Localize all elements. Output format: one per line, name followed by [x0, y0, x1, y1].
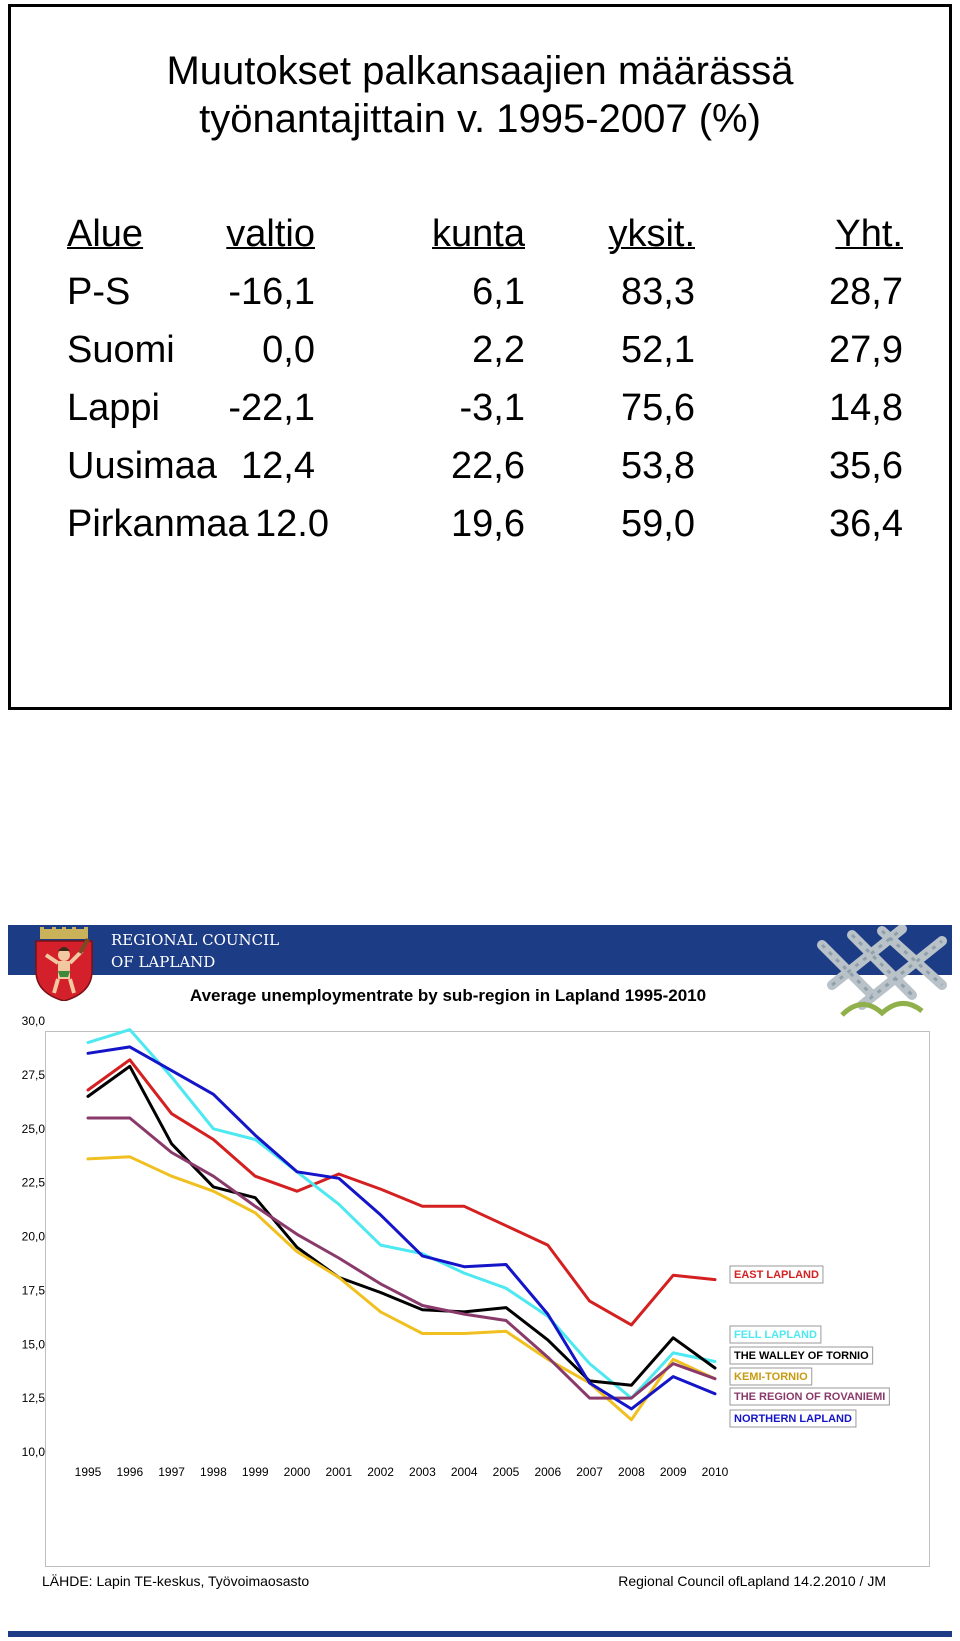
x-tick-label: 2005 — [492, 1465, 520, 1479]
x-tick-label: 1999 — [241, 1465, 269, 1479]
y-axis — [22, 1014, 46, 1459]
cell-valtio: 12,4 — [241, 445, 315, 487]
header-valtio: valtio — [226, 213, 315, 255]
series-line-northern-lapland — [88, 1047, 715, 1409]
y-tick-label: 10,0 — [21, 1445, 45, 1459]
table-row — [11, 271, 949, 321]
table-header-row — [11, 213, 949, 263]
y-tick-label: 20,0 — [21, 1229, 45, 1244]
cell-region: Lappi — [67, 387, 160, 429]
cell-valtio: 12.0 — [255, 503, 329, 545]
legend-label: KEMI-TORNIO — [734, 1371, 808, 1383]
cell-yksit: 75,6 — [621, 387, 695, 429]
legend — [730, 1266, 889, 1427]
source-note: LÄHDE: Lapin TE-keskus, Työvoimaosasto — [42, 1573, 310, 1589]
x-tick-label: 2008 — [618, 1465, 645, 1479]
legend-label: THE WALLEY OF TORNIO — [734, 1350, 869, 1362]
table-row — [11, 387, 949, 437]
slide-chart — [8, 925, 952, 1637]
y-tick-label: 22,5 — [21, 1175, 45, 1190]
cell-yht: 27,9 — [829, 329, 903, 371]
cell-region: Suomi — [67, 329, 175, 371]
y-tick-label: 30,0 — [21, 1014, 45, 1028]
series-line-east-lapland — [88, 1060, 715, 1325]
legend-label: EAST LAPLAND — [734, 1269, 819, 1281]
y-tick-label: 15,0 — [21, 1337, 45, 1352]
banner-title-line2: OF LAPLAND — [111, 953, 216, 971]
x-tick-label: 1996 — [116, 1465, 144, 1479]
table-row — [11, 445, 949, 495]
table-row — [11, 329, 949, 379]
legend-label: NORTHERN LAPLAND — [734, 1413, 852, 1425]
cell-yht: 14,8 — [829, 387, 903, 429]
cell-region: Pirkanmaa — [67, 503, 249, 545]
banner-title-line1: REGIONAL COUNCIL — [111, 931, 280, 949]
x-tick-label: 2006 — [534, 1465, 562, 1479]
x-tick-label: 1995 — [74, 1465, 102, 1479]
legend-label: THE REGION OF ROVANIEMI — [734, 1391, 886, 1403]
x-tick-label: 2001 — [325, 1465, 353, 1479]
x-tick-label: 1997 — [158, 1465, 185, 1479]
credit-note: Regional Council ofLapland 14.2.2010 / JM — [618, 1573, 886, 1589]
chart-title: Average unemploymentrate by sub-region in Lapland 1995-2010 — [189, 986, 707, 1005]
table-row — [11, 503, 949, 553]
y-tick-label: 25,0 — [21, 1121, 45, 1136]
cell-kunta: 2,2 — [472, 329, 525, 371]
x-tick-label: 1998 — [200, 1465, 227, 1479]
y-tick-label: 27,5 — [21, 1067, 45, 1082]
legend-label: FELL LAPLAND — [734, 1329, 817, 1341]
y-tick-label: 17,5 — [21, 1283, 45, 1298]
line-chart — [8, 925, 952, 1637]
cell-yksit: 52,1 — [621, 329, 695, 371]
series-layer — [88, 1030, 715, 1420]
x-tick-label: 2002 — [367, 1465, 394, 1479]
x-tick-label: 2010 — [701, 1465, 729, 1479]
cell-kunta: -3,1 — [459, 387, 525, 429]
header-kunta: kunta — [432, 213, 525, 255]
cell-region: P-S — [67, 271, 131, 313]
cell-valtio: -16,1 — [228, 271, 315, 313]
x-tick-label: 2009 — [659, 1465, 687, 1479]
footer-bar — [8, 1631, 952, 1637]
slide-table — [8, 4, 952, 710]
cell-valtio: -22,1 — [228, 387, 315, 429]
header-alue: Alue — [67, 213, 144, 255]
cell-yht: 36,4 — [829, 503, 903, 545]
cell-kunta: 22,6 — [451, 445, 525, 487]
cell-kunta: 19,6 — [451, 503, 525, 545]
series-line-the-region-of-rovaniemi — [88, 1118, 715, 1398]
cell-region: Uusimaa — [67, 445, 217, 487]
y-tick-label: 12,5 — [21, 1391, 45, 1406]
x-tick-label: 2003 — [409, 1465, 436, 1479]
header-yksit: yksit. — [608, 213, 695, 255]
x-axis — [75, 1465, 729, 1479]
x-tick-label: 2004 — [450, 1465, 478, 1479]
cell-valtio: 0,0 — [262, 329, 315, 371]
slide-title-line2: työnantajittain v. 1995-2007 (%) — [199, 97, 761, 141]
header-yht: Yht. — [835, 213, 903, 255]
cell-yksit: 53,8 — [621, 445, 695, 487]
slide-title-line1: Muutokset palkansaajien määrässä — [166, 49, 794, 93]
x-tick-label: 2000 — [283, 1465, 311, 1479]
series-line-fell-lapland — [88, 1030, 715, 1399]
x-tick-label: 2007 — [576, 1465, 603, 1479]
series-line-the-walley-of-tornio — [88, 1066, 715, 1385]
cell-yksit: 59,0 — [621, 503, 695, 545]
cell-yht: 35,6 — [829, 445, 903, 487]
cell-yksit: 83,3 — [621, 271, 695, 313]
cell-yht: 28,7 — [829, 271, 903, 313]
cell-kunta: 6,1 — [472, 271, 525, 313]
